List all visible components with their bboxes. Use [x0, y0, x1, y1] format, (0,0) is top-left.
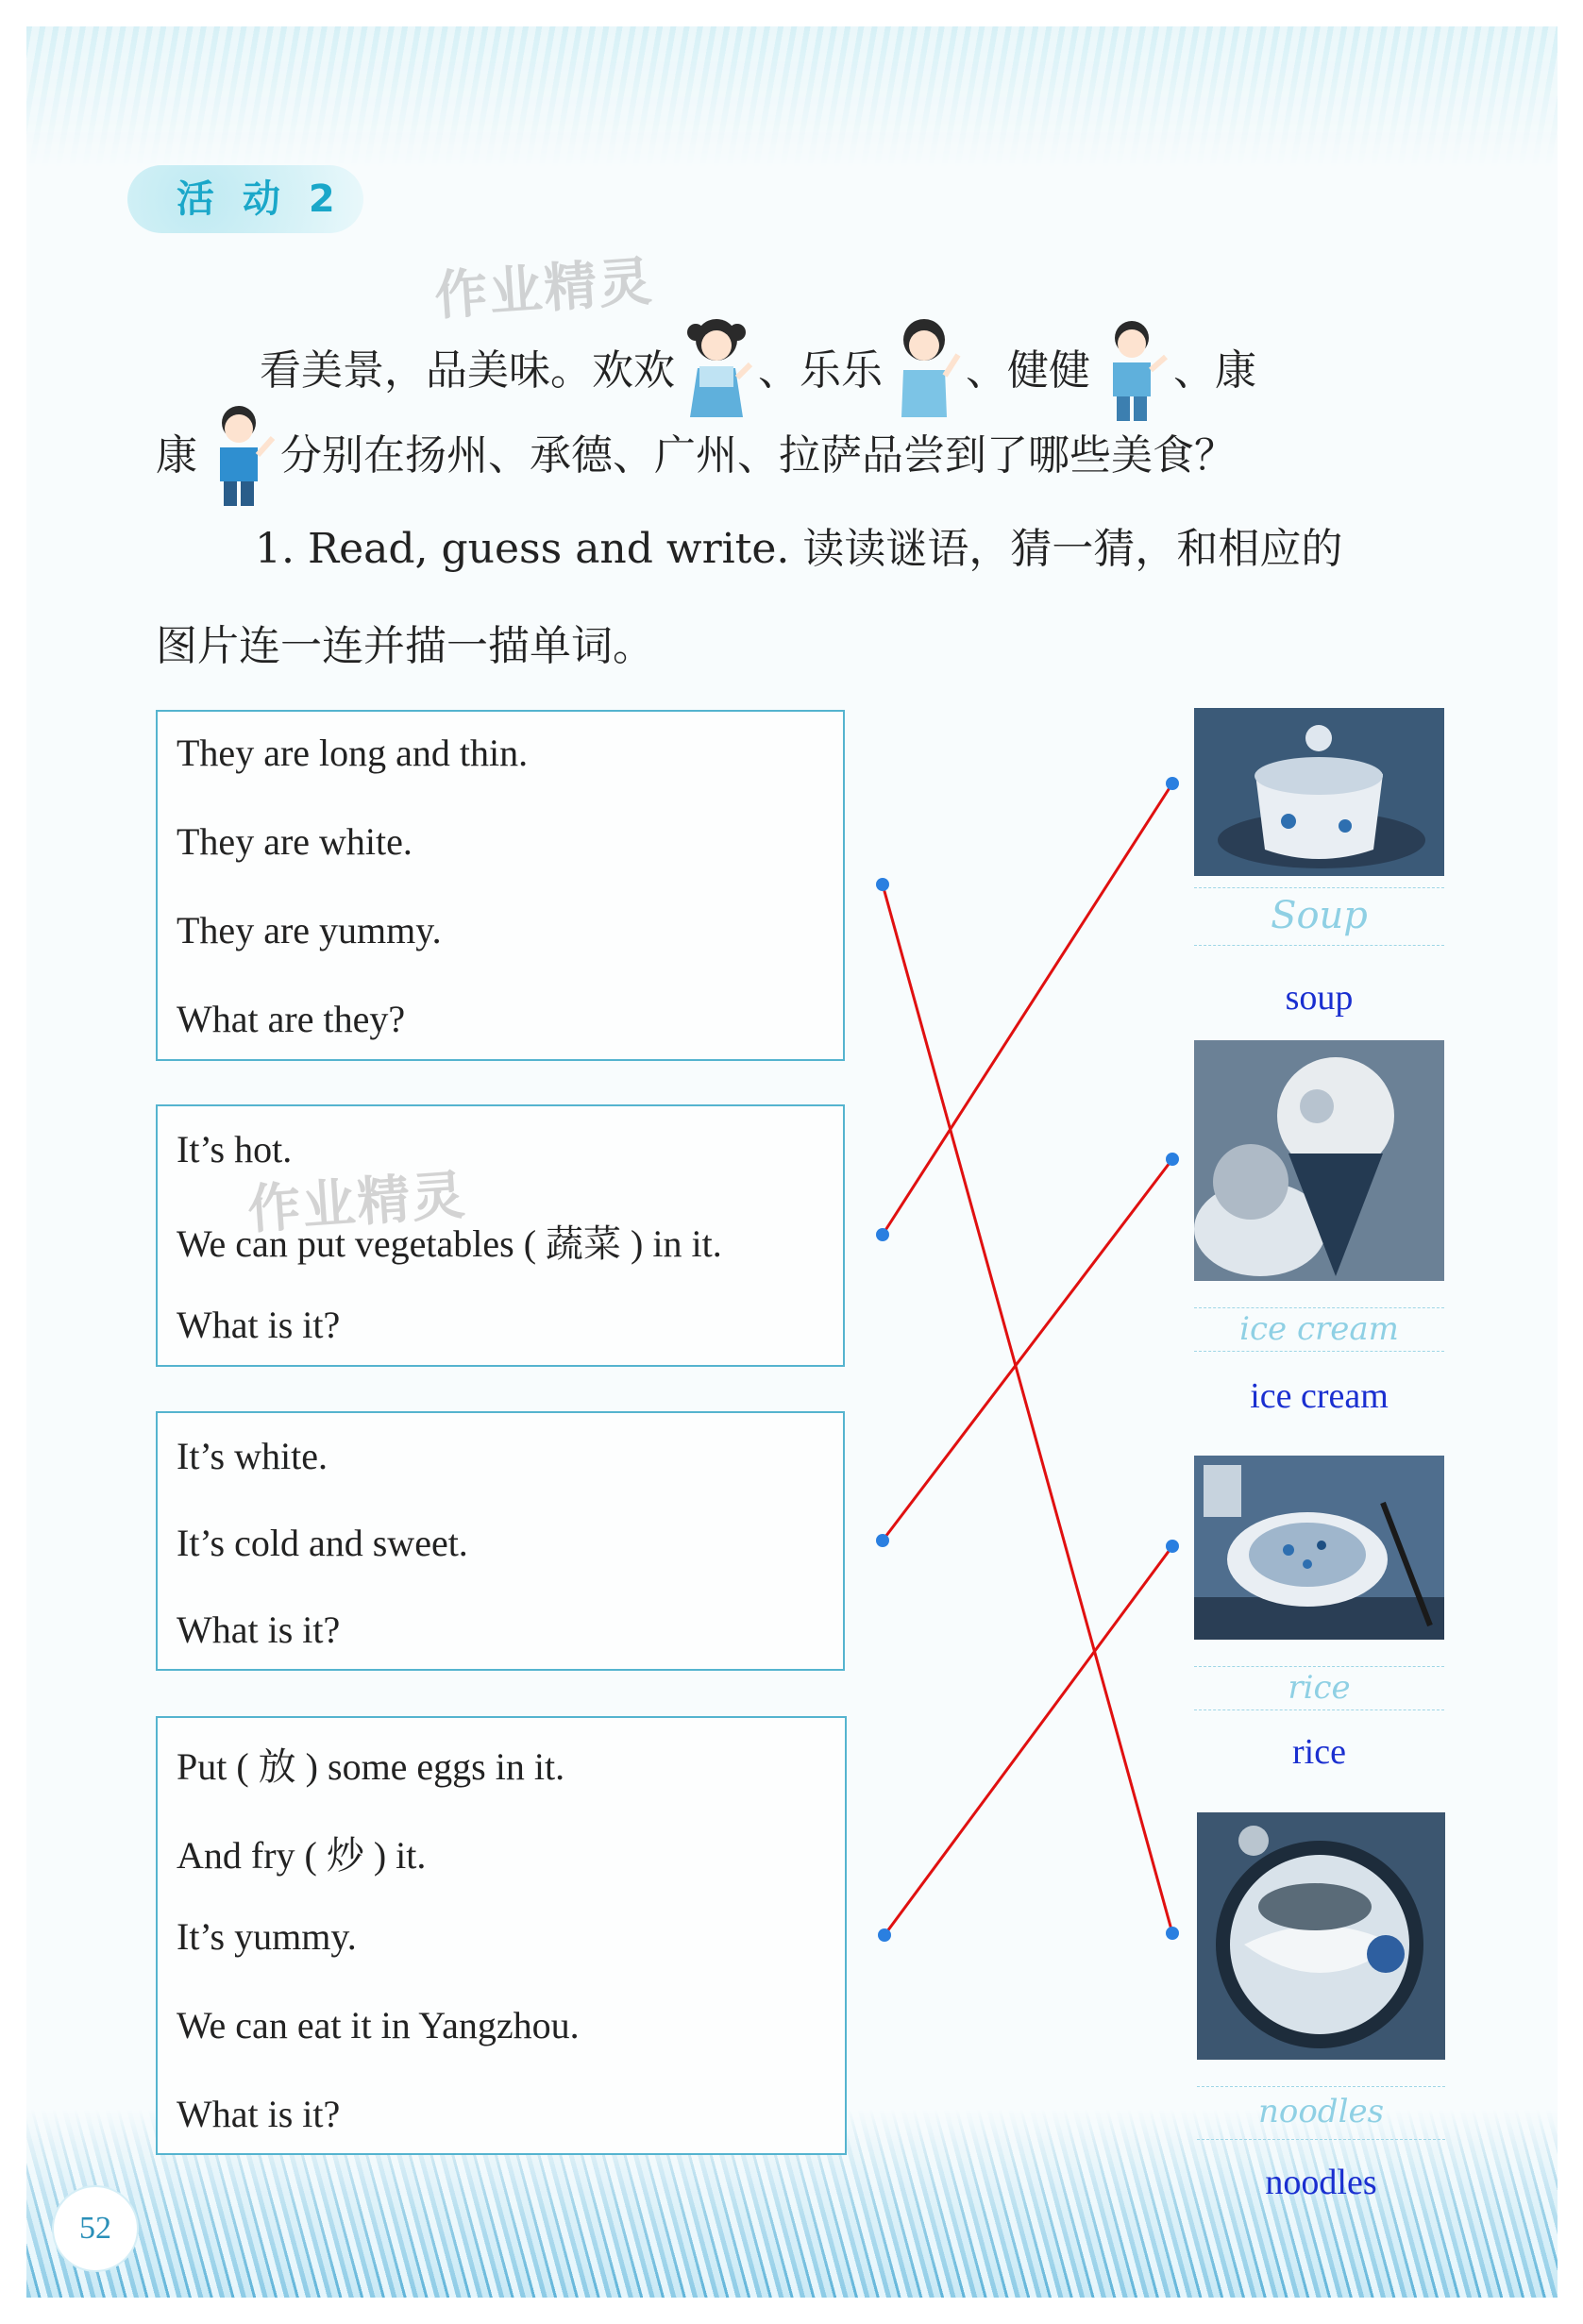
- match-line-2: [883, 783, 1172, 1235]
- intro-text-1c: 、健健: [966, 346, 1090, 395]
- watermark-2: 作业精灵: [245, 1164, 469, 1242]
- ice-cream-answer: ice cream: [1250, 1376, 1389, 1416]
- rice-answer: rice: [1292, 1732, 1346, 1772]
- page-number: 52: [52, 2185, 139, 2272]
- food-dot-4[interactable]: [1166, 1927, 1179, 1940]
- food-dot-3[interactable]: [1166, 1540, 1179, 1553]
- food-dot-2[interactable]: [1166, 1153, 1179, 1166]
- intro-text-1b: 、乐乐: [758, 346, 883, 395]
- riddle-2-line-2: We can put vegetables ( 蔬菜 ) in it.: [177, 1222, 722, 1265]
- riddle-4-line-1: Put ( 放 ) some eggs in it.: [177, 1745, 565, 1788]
- watermark: 作业精灵: [432, 250, 656, 328]
- intro-text-1a: 看美景，品美味。欢欢: [260, 346, 675, 395]
- riddle-3-line-2: It’s cold and sweet.: [177, 1522, 468, 1564]
- match-line-4: [884, 1546, 1172, 1935]
- riddle-4-line-2: And fry ( 炒 ) it.: [177, 1834, 427, 1877]
- ice-cream-trace-word: ice cream: [1239, 1310, 1399, 1348]
- noodles-answer: noodles: [1265, 2163, 1377, 2202]
- riddle-3-line-1: It’s white.: [177, 1435, 328, 1477]
- riddle-1-line-3: They are yummy.: [177, 909, 442, 951]
- riddle-4-line-4: We can eat it in Yangzhou.: [177, 2004, 580, 2046]
- food-dot-1[interactable]: [1166, 777, 1179, 790]
- riddle-2-line-1: It’s hot.: [177, 1128, 293, 1170]
- instruction-line-2: 图片连一连并描一描单词。: [156, 622, 654, 670]
- riddle-4-line-3: It’s yummy.: [177, 1915, 357, 1958]
- activity-badge: 活 动 2: [127, 165, 363, 233]
- intro-text-2a: 康: [156, 431, 197, 480]
- riddle-1-line-1: They are long and thin.: [177, 732, 529, 774]
- intro-text-1d: 、康: [1173, 346, 1256, 395]
- soup-answer: soup: [1285, 978, 1354, 1018]
- riddle-dot-3[interactable]: [876, 1534, 889, 1547]
- match-line-3: [883, 1159, 1172, 1541]
- intro-text-2b: 分别在扬州、承德、广州、拉萨品尝到了哪些美食？: [280, 431, 1236, 480]
- instruction-line-1: 1. Read, guess and write. 读读谜语，猜一猜，和相应的: [255, 525, 1343, 573]
- riddle-1-line-4: What are they?: [177, 998, 406, 1040]
- soup-trace-word: Soup: [1271, 894, 1368, 937]
- riddle-dot-1[interactable]: [876, 878, 889, 891]
- match-line-1: [883, 884, 1172, 1933]
- riddle-dot-2[interactable]: [876, 1228, 889, 1241]
- riddle-3-line-3: What is it?: [177, 1608, 341, 1651]
- rice-trace-word: rice: [1288, 1669, 1351, 1707]
- noodles-trace-word: noodles: [1257, 2093, 1385, 2130]
- riddle-2-line-3: What is it?: [177, 1304, 341, 1346]
- riddle-4-line-5: What is it?: [177, 2093, 341, 2135]
- riddle-1-line-2: They are white.: [177, 820, 413, 863]
- riddle-dot-4[interactable]: [878, 1928, 891, 1942]
